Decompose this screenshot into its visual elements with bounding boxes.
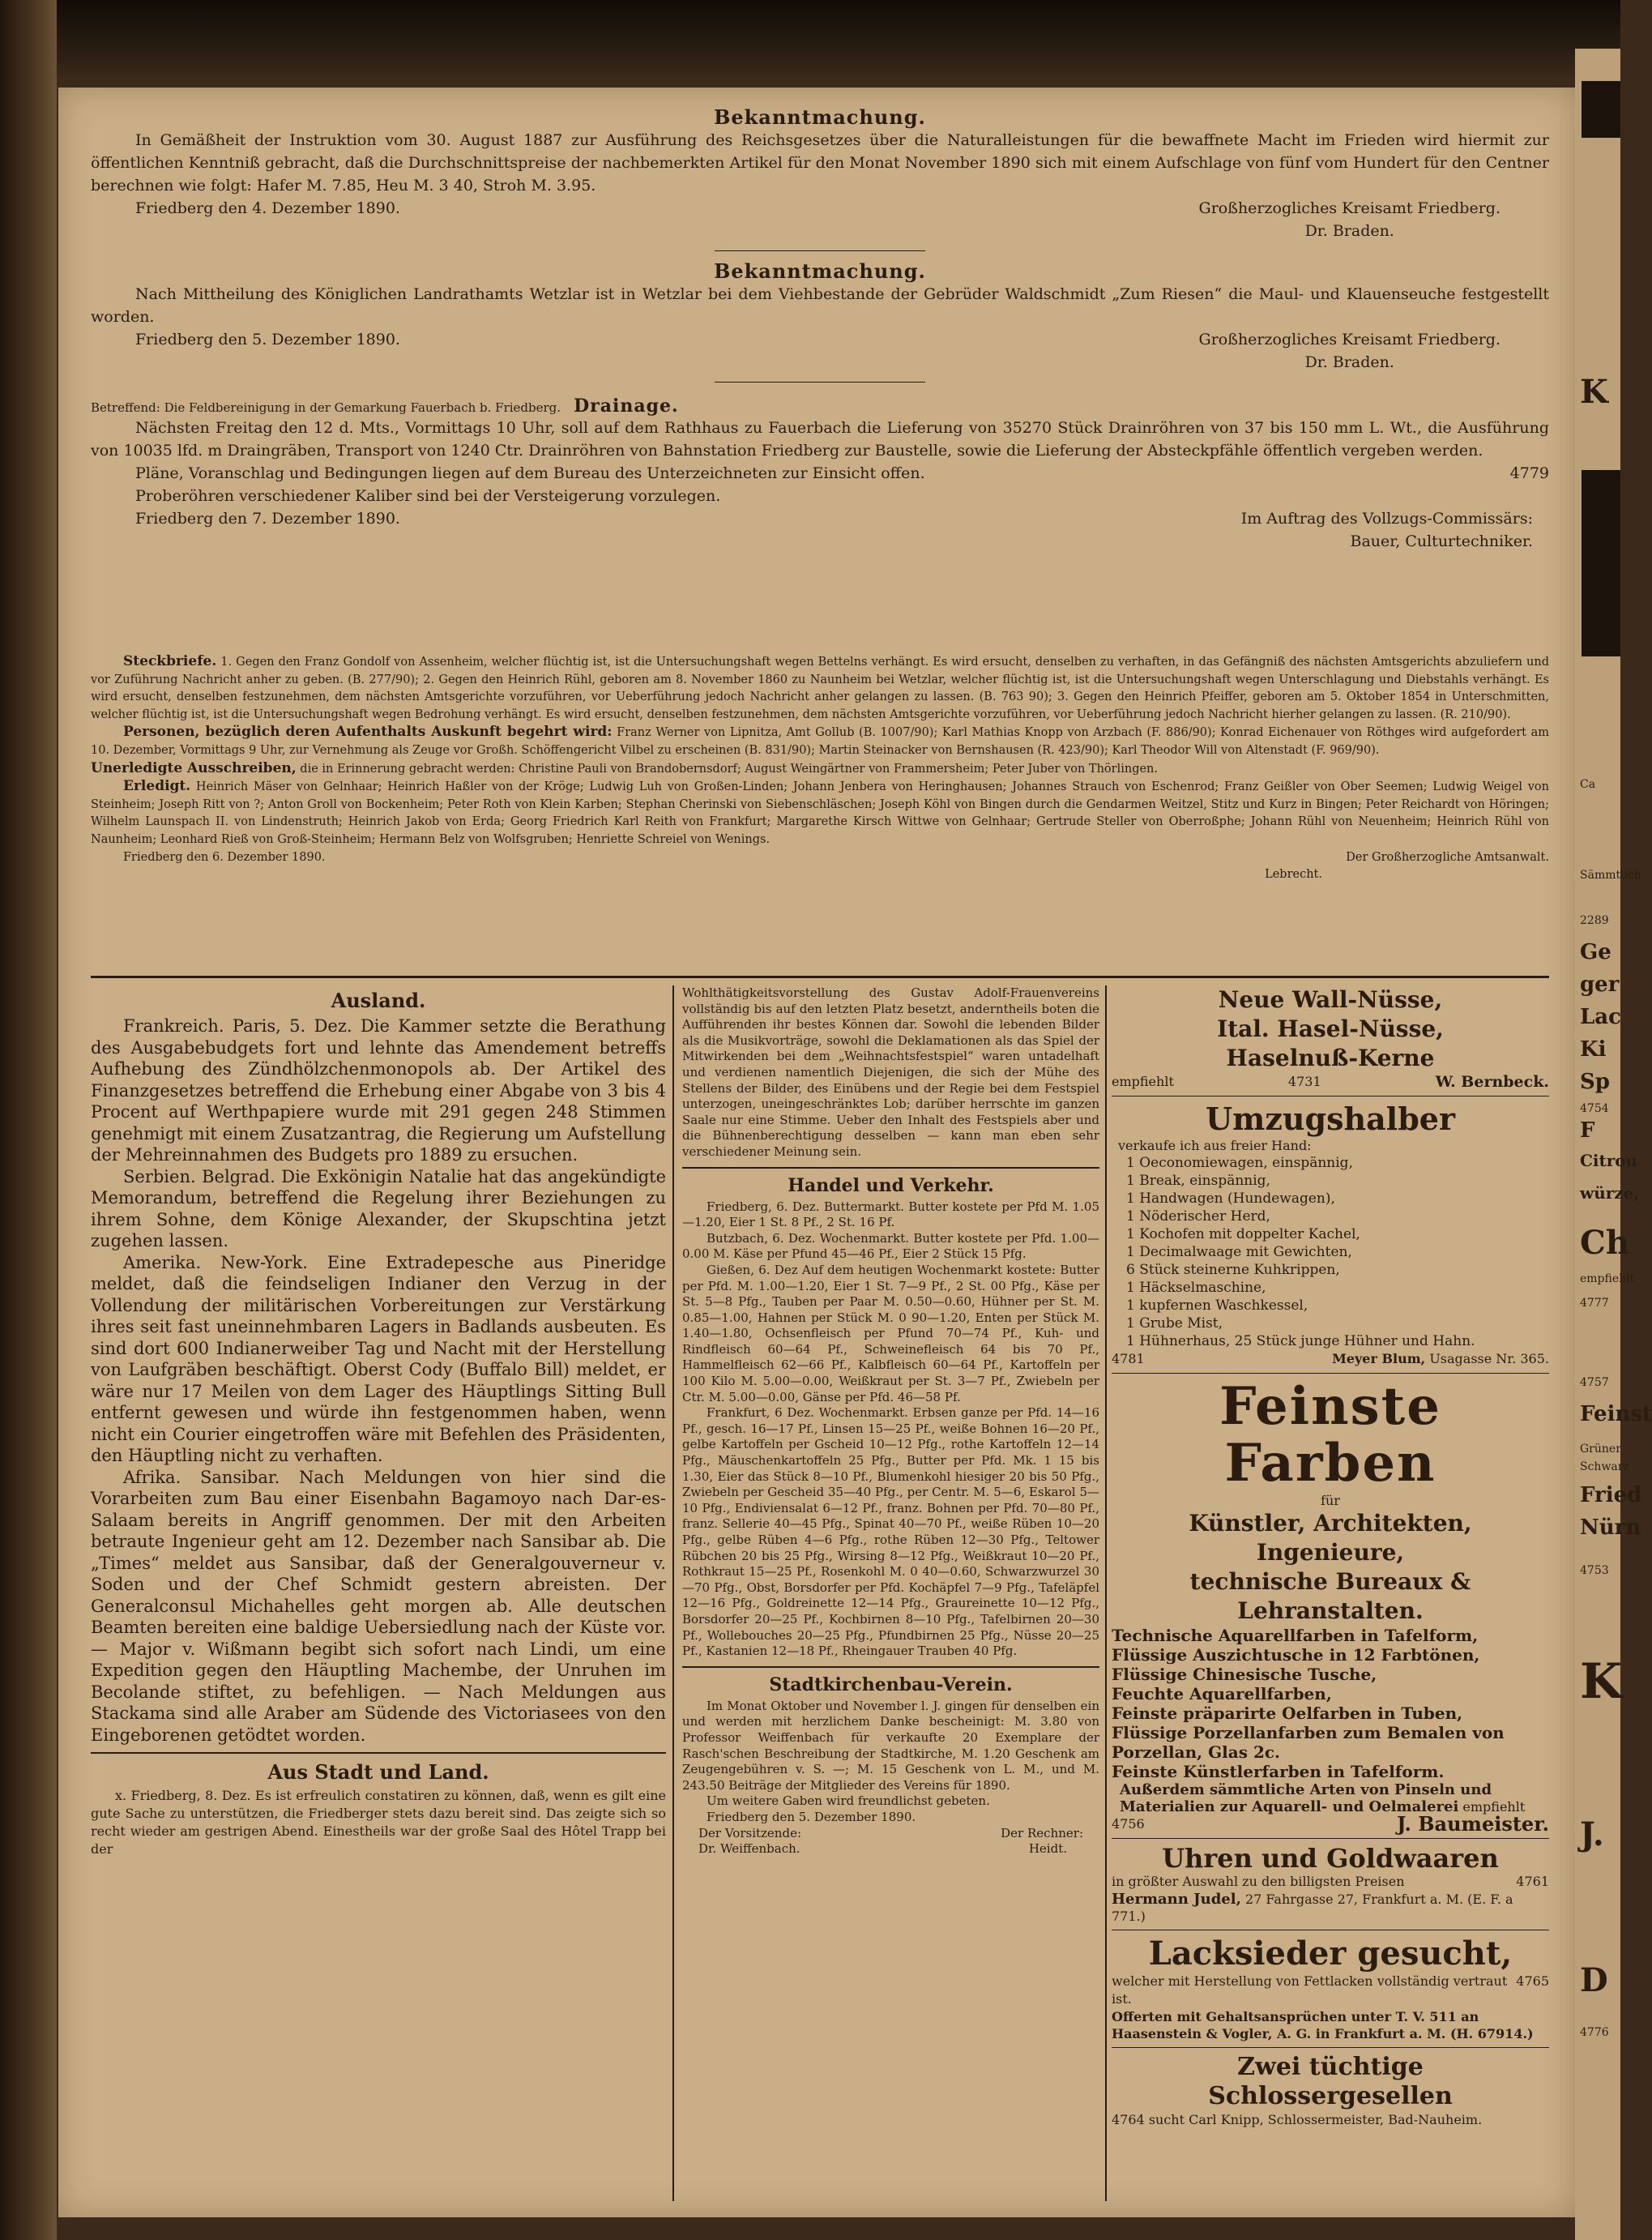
right-page-text: Ca (1580, 778, 1596, 791)
market-report: Butzbach, 6. Dez. Wochenmarkt. Butter kostete per Pfd. 1.00—0.00 M. Käse per Pfund 45—46 Pf., Eier 2 Stück 15 Pfg. (682, 1230, 1099, 1262)
handel-title: Handel und Verkehr. (788, 1174, 994, 1196)
ad-colors-for: für (1321, 1493, 1340, 1508)
list-item: 1 Decimalwaage mit Gewichten, (1126, 1244, 1352, 1260)
right-page-text: würze, (1580, 1183, 1640, 1203)
ad-nuts (1112, 985, 1549, 1091)
divider (715, 382, 925, 383)
black-bar (1582, 81, 1620, 138)
ad-colors-product: Flüssige Chinesische Tusche, (1112, 1665, 1377, 1684)
ad-colors-product: Technische Aquarellfarben in Tafelform, (1112, 1626, 1479, 1645)
notice-1-signer: Dr. Braden. (1304, 222, 1394, 240)
notice-3-date: Friedberg den 7. Dezember 1890. (135, 510, 400, 528)
divider (1112, 1838, 1549, 1839)
steckbriefe-date: Friedberg den 6. Dezember 1890. (123, 850, 326, 864)
notice-3-number: 4779 (1509, 464, 1549, 482)
ad-watches-merchant: Hermann Judel, (1112, 1891, 1241, 1908)
ad-colors-headline: technische Bureaux & Lehranstalten. (1189, 1568, 1471, 1624)
persons-label: Personen, bezüglich deren Aufenthalts Auskunft begehrt wird: (123, 724, 613, 741)
ad-colors-product: Flüssige Auszichtusche in 12 Farbtönen, (1112, 1645, 1480, 1665)
right-page-text: Ch (1580, 1224, 1629, 1262)
unerledigte-text: die in Erinnerung gebracht werden: Christine Pauli von Brandobernsdorf; August Weingärtner von Frammersheim; Peter Juber von Thörlingen. (300, 762, 1159, 776)
steckbriefe-authority: Der Großherzogliche Amtsanwalt. (1346, 850, 1549, 864)
persons-text: Franz Werner von Lipnitza, Amt Gollub (B. 1007/90); Karl Mathias Knopp von Arzbach (F. 886/90); Konrad Eichenauer von Röthges wird aufgefordert am 10. Dezember, Vormittags 9 Uhr, zur Vernehmung als Zeuge vor Großh. Schöffengericht Vilbel zu erscheinen (B. 831/90); Martin Steinacker von Bernshausen (R. 423/90); Karl Theodor Will von Altenstadt (F. 969/90). (91, 726, 1549, 757)
black-bar (1582, 470, 1620, 656)
market-report: Friedberg, 6. Dez. Buttermarkt. Butter kostete per Pfd M. 1.05—1.20, Eier 1 St. 8 Pf., 2 St. 16 Pf. (682, 1199, 1099, 1230)
notice-2-signer: Dr. Braden. (1304, 353, 1394, 371)
erledigt-text: Heinrich Mäser von Gelnhaar; Heinrich Haßler von der Kröge; Ludwig Luh von Großen-Linden; Johann Jenbera von Heringhausen; Johannes Strauch von Eschenrod; Franz Geißler von Ober Seemen; Ludwig Weigel von Steinheim; Joseph Ritt von ?; Anton Groll von Bockenheim; Peter Roth von Klein Karben; Stephan Cherinski von Siebenschläschen; Joseph Köhl von Bingen durch die Gendarmen Weitzel, Stitz und Kurz in Bingen; Peter Reichardt von Höringen; Wilhelm Launspach II. von Lindenstruth; Heinrich Jakob von Erda; Georg Friedrich Karl Reith von Frankfurt; Margarethe Kirsch Wittwe von Gelnhaar; Gertrude Steller von Oberroßphe; Johann Rühl von Neuenheim; Heinrich Rühl von Naunheim; Leonhard Rieß von Groß-Steinheim; Hermann Belz von Wolfsgruben; Henriette Schreiel von Wenings. (91, 780, 1550, 846)
right-page-text: 4753 (1580, 1564, 1609, 1577)
ad-varnish-title: Lacksieder gesucht, (1148, 1934, 1513, 1973)
notice-2 (91, 259, 1549, 391)
kirchenbau-more: Um weitere Gaben wird freundlichst gebeten. (706, 1793, 990, 1809)
chair-label: Der Vorsitzende: (698, 1825, 801, 1840)
right-page-text: 2289 (1580, 914, 1609, 927)
ad-colors-title: Feinste Farben (1219, 1376, 1441, 1494)
notice-1-title: Bekanntmachung. (714, 105, 926, 129)
ad-watches-number: 4761 (1516, 1874, 1549, 1889)
col2-intro: Wohlthätigkeitsvorstellung des Gustav Adolf-Frauenvereins vollständig bis auf den letzten Platz besetzt, anderntheils boten die Aufführenden ihr bestes Können dar. Sowohl die lebenden Bilder als die Musikvorträge, sowohl die Deklamationen als das Spiel der Mitwirkenden bei dem „Weihnachtsfestspiel“ waren untadelhaft und verdienen namentlich Diejenigen, die sich der Mühe des Stellens der Bilder, des Einübens und der Regie bei dem Festspiel unterzogen, uneingeschränktes Lob; darüber herrschte im ganzen Saale nur eine Stimme. Ueber den Inhalt des Festspiels aber und die Bühnenberechtigung desselben — kann man eben sehr verschiedener Meinung sein. (682, 985, 1099, 1159)
right-page-text: Nürn (1580, 1515, 1641, 1540)
ad-colors-headline: Künstler, Architekten, Ingenieure, (1189, 1510, 1472, 1566)
binding-left (0, 0, 57, 2240)
column-2 (682, 985, 1099, 1857)
ausland-paragraph: Frankreich. Paris, 5. Dez. Die Kammer setzte die Berathung des Ausgabebudgets fort und lehnte das Amendement betreffs Aufhebung des Zündhölzchenmonopols ab. Der Artikel des Finanzgesetzes betreffend die Erhebung einer Abgabe von 3 bis 4 Procent auf Werthpapiere wurde mit 291 gegen 248 Stimmen genehmigt mit einem Zusatzantrag, die Regierung um Aufstellung der Mehreinnahmen des Budgets pro 1889 zu ersuchen. (91, 1016, 666, 1165)
right-page-text: empfiehlt (1580, 1272, 1635, 1285)
column-1 (91, 985, 666, 1858)
ad-nuts-line: Neue Wall-Nüsse, (1218, 986, 1443, 1013)
ad-colors-product: Feinste präparirte Oelfarben in Tuben, (1112, 1704, 1463, 1723)
newspaper-page (58, 88, 1575, 2217)
kirchenbau-title: Stadtkirchenbau-Verein. (769, 1674, 1013, 1695)
notice-1-authority: Großherzogliches Kreisamt Friedberg. (1198, 199, 1500, 217)
stadt-land-text: x. Friedberg, 8. Dez. Es ist erfreulich constatiren zu können, daß, wenn es gilt eine gute Sache zu unterstützen, die Friedberger stets dazu bereit sind. Das zeigte sich so recht wieder am gestrigen Abend. Einestheils war der große Saal des Hôtel Trapp bei der (91, 1788, 666, 1857)
right-page-text: Ge (1580, 940, 1611, 964)
divider (715, 250, 925, 251)
notice-3-title: Drainage. (574, 395, 679, 417)
erledigt-label: Erledigt. (123, 778, 191, 795)
market-report: Gießen, 6. Dez Auf dem heutigen Wochenmarkt kostete: Butter per Pfd. M. 1.00—1.20, Eier 1 St. 7—9 Pf., 2 St. 00 Pfg., Käse per St. 5—8 Pfg., Tauben per Paar M. 0.50—0.60, Hühner per St. M. 0.85—1.00, Hahnen per Stück M. 0 90—1.20, Enten per Stück M. 1.40—1.80, Ochsenfleisch per Pfund 70—74 Pf., Kuh- und Rindfleisch 60—64 Pf., Schweinefleisch 64 bis 70 Pf., Hammelfleisch 62—66 Pf., Kalbfleisch 60—64 Pf., Kartoffeln per 100 Kilo M. 5.00—0.00, Weißkraut per St. 3—7 Pf., Zwiebeln per Ctr. M. 5.00—0.00, Gänse per Pfd. 46—58 Pf. (682, 1262, 1099, 1404)
ad-varnish (1112, 1935, 1549, 2042)
list-item: 1 Grube Mist, (1126, 1315, 1223, 1332)
right-page-text: 4776 (1580, 2026, 1609, 2039)
right-page-text: Sämmtlich (1580, 869, 1641, 882)
list-item: 1 Kochofen mit doppelter Kachel, (1126, 1226, 1360, 1242)
ad-colors (1112, 1376, 1549, 1836)
list-item: 1 Handwagen (Hundewagen), (1126, 1191, 1335, 1207)
steckbriefe-text: 1. Gegen den Franz Gondolf von Assenheim, welcher flüchtig ist, ist die Untersuchungshaft wegen Bettelns verhängt. Es wird ersucht, denselben zu verhaften, in das Gefängniß des nächsten Amtsgerichts abzuliefern und vor Zuführung Nachricht anher zu geben. (B. 277/90); 2. Gegen den Heinrich Rühl, geboren am 8. November 1860 zu Naunheim bei Wetzlar, welcher flüchtig ist, ist die Untersuchungshaft wegen Unterschlagung und Diebstahls verhängt. Es wird ersucht, denselben festzunehmen, dem nächsten Amtsgerichte vorzuführen, vor Ueberführung jedoch Nachricht anher gelangen zu lassen. (B. 763 90); 3. Gegen den Heinrich Pfeiffer, geboren am 5. Oktober 1854 in Unterschmitten, welcher flüchtig ist, ist die Untersuchungshaft wegen Bedrohung verhängt. Es wird ersucht, denselben festzunehmen, dem nächsten Amtsgerichte vorzuführen, vor Ueberführung jedoch Nachricht hierher gelangen zu lassen. (R. 210/90). (91, 656, 1550, 721)
ad-colors-number: 4756 (1112, 1816, 1145, 1832)
right-page-text: K (1580, 1653, 1623, 1710)
notice-1 (91, 105, 1549, 259)
right-page-text: F (1580, 1118, 1595, 1143)
stadt-land-title: Aus Stadt und Land. (267, 1760, 489, 1784)
divider (682, 1666, 1099, 1668)
ausland-paragraph: Serbien. Belgrad. Die Exkönigin Natalie hat das angekündigte Memorandum, betreffend die Regelung ihrer Beziehungen zu ihrem Sohne, dem Könige Alexander, der Skupschtina jetzt zugehen lassen. (91, 1166, 666, 1250)
right-page-text: Grüner (1580, 1443, 1621, 1456)
unerledigte-label: Unerledigte Ausschreiben, (91, 759, 297, 776)
ad-moving (1112, 1101, 1549, 1368)
ad-colors-product: Flüssige Porzellanfarben zum Bemalen von Porzellan, Glas 2c. (1112, 1723, 1505, 1762)
ad-watches (1112, 1844, 1549, 1925)
ad-colors-merchant: J. Baumeister. (1397, 1812, 1549, 1836)
right-page-text: Feinst (1580, 1402, 1652, 1426)
list-item: 6 Stück steinerne Kuhkrippen, (1126, 1262, 1340, 1278)
divider (1112, 1373, 1549, 1374)
treasurer-label: Der Rechner: (1001, 1825, 1083, 1840)
main-divider (91, 976, 1549, 978)
notice-1-date: Friedberg den 4. Dezember 1890. (135, 199, 400, 217)
ad-locksmith-number: 4764 (1112, 2112, 1145, 2127)
column-rule (1105, 985, 1107, 2201)
steckbriefe-block (91, 653, 1549, 884)
list-item: 1 Oeconomiewagen, einspännig, (1126, 1155, 1353, 1171)
ad-locksmith-title: Zwei tüchtige Schlossergesellen (1208, 2053, 1453, 2110)
right-page-text: Fried (1580, 1483, 1642, 1507)
ad-nuts-number: 4731 (1287, 1074, 1321, 1089)
kirchenbau-text: Im Monat Oktober und November l. J. gingen für denselben ein und werden mit herzlichem Danke bescheinigt: M. 3.80 von Professor Weiffenbach für verkaufte 20 Exemplare der Rasch'schen Beschreibung der Stadtkirche, M. 1.20 Geschenk am Zeugengebühren v. S. —; M. 15 Geschenk von L. M., und M. 243.50 Beiträge der Mitglieder des Vereins für 1890. (682, 1698, 1099, 1793)
market-report: Frankfurt, 6 Dez. Wochenmarkt. Erbsen ganze per Pfd. 14—16 Pf., gesch. 16—17 Pf., Linsen 15—25 Pf., weiße Bohnen 16—20 Pf., gelbe Kartoffeln per Gscheid 10—12 Pfg., rothe Kartoffeln 12—14 Pfg., Mäuschenkartoffeln 25 Pfg., Butter per Pfd. Mk. 1 15 bis 1.30, Eier das Stück 8—10 Pf., Blumenkohl hiesiger 20 bis 50 Pfg., Zwiebeln per Gescheid 35—40 Pfg., per Centr. M. 5—6, Eskarol 5—10 Pfg., Endiviensalat 6—12 Pf., franz. Bohnen per Pfd. 70—80 Pf., franz. Sellerie 40—45 Pfg., Spinat 40—70 Pf., weiße Rüben 10—20 Pfg., gelbe Rüben 4—6 Pfg., rothe Rüben 12—30 Pfg., Teltower Rübchen 20 bis 25 Pfg., Wirsing 8—12 Pfg., Weißkraut 10—20 Pf., Rothkraut 15—25 Pf., Rosenkohl M. 0 40—0.60, Schwarzwurzel 30—70 Pfg., Obst, Borsdorfer per Pfd. Kochäpfel 7—9 Pfg., Tafeläpfel 12—16 Pfg., Goldreinette 12—14 Pfg., Graureinette 10—12 Pfg., Borsdorfer 20—25 Pf., Kochbirnen 8—10 Pfg., Tafelbirnen 20—30 Pf., Wollebouches 20—25 Pfg., Pfundbirnen 25 Pfg., Nüsse 20—25 Pf., Kastanien 12—18 Pf., Rheingauer Trauben 40 Pfg. (682, 1405, 1099, 1659)
ad-nuts-line: Ital. Hasel-Nüsse, (1217, 1015, 1444, 1042)
ad-locksmith-text: sucht Carl Knipp, Schlossermeister, Bad-Nauheim. (1148, 2112, 1483, 2127)
notice-3 (91, 395, 1549, 553)
ad-colors-product: Feuchte Aquarellfarben, (1112, 1684, 1332, 1704)
ad-varnish-ref: (H. 67914.) (1449, 2026, 1534, 2041)
ad-moving-merchant: Meyer Blum, (1332, 1351, 1426, 1366)
notice-2-title: Bekanntmachung. (714, 259, 926, 283)
notice-3-subject: Betreffend: Die Feldbereinigung in der Gemarkung Fauerbach b. Friedberg. (91, 400, 561, 415)
right-page-text: Ki (1580, 1037, 1607, 1062)
ausland-title: Ausland. (331, 989, 426, 1012)
ad-moving-address: Usagasse Nr. 365. (1429, 1351, 1549, 1366)
steckbriefe-label: Steckbriefe. (123, 653, 217, 669)
notice-2-body: Nach Mittheilung des Königlichen Landrathamts Wetzlar ist in Wetzlar bei dem Viehbestande der Gebrüder Waldschmidt „Zum Riesen“ die Maul- und Klauenseuche festgestellt worden. (91, 285, 1549, 326)
chair-name: Dr. Weiffenbach. (698, 1841, 800, 1857)
ausland-paragraph: Amerika. New-York. Eine Extradepesche aus Pineridge meldet, daß die feindseligen Indianer den Verzug in der Vollendung der militärischen Vorbereitungen zur Verstärkung ihres seit fast uneinnehmbaren Lagers in Badlands ausbeuten. Es sind dort 600 Indianerweiber Tag und Nacht mit der Herstellung von Laufgräben beschäftigt. Oberst Cody (Buffalo Bill) meldet, er wäre nur 17 Meilen von dem Lager des Häuptlings Sitting Bull entfernt gewesen und würde ihn festgenommen haben, wenn nicht ein Courier eingetroffen wäre mit Befehlen des Präsidenten, den Häuptling nicht zu verhaften. (91, 1252, 666, 1465)
right-page-text: Citrou (1580, 1151, 1638, 1170)
notice-2-date: Friedberg den 5. Dezember 1890. (135, 331, 400, 348)
column-3-ads (1112, 985, 1549, 2128)
notice-3-mandate: Im Auftrag des Vollzugs-Commissärs: (1240, 510, 1533, 528)
right-page-text: Schwarz (1580, 1460, 1629, 1473)
notice-3-body-1: Nächsten Freitag den 12 d. Mts., Vormittags 10 Uhr, soll auf dem Rathhaus zu Fauerbach die Lieferung von 35270 Stück Drainröhren von 37 bis 150 mm L. Wt., die Ausführung von 10035 lfd. m Draingräben, Transport von 1240 Ctr. Drainröhren von Bahnstation Friedberg zur Baustelle, sowie die Lieferung der Absteckpfähle öffentlich vergeben werden. (91, 419, 1549, 460)
ad-colors-extra: Außerdem sämmtliche Arten von Pinseln und Materialien zur Aquarell- und Oelmalerei (1120, 1781, 1492, 1815)
ad-moving-intro: verkaufe ich aus freier Hand: (1118, 1138, 1312, 1153)
ad-nuts-merchant: W. Bernbeck. (1435, 1073, 1549, 1091)
binding-top (0, 0, 1620, 81)
ausland-paragraph: Afrika. Sansibar. Nach Meldungen von hier sind die Vorarbeiten zum Bau einer Eisenbahn Bagamoyo nach Dar-es-Salaam bereits in Angriff genommen. Der mit den Arbeiten betraute Ingenieur geht am 12. Dezember nach Sansibar ab. Die „Times“ meldet aus Sansibar, daß der Generalgouverneur v. Soden und der Chef Schmidt gestern abreisten. Der Generalconsul Michahelles geht morgen ab. Alle deutschen Beamten bereiten eine baldige Uebersiedlung nach der Küste vor. — Major v. Wißmann begibt sich sofort nach Lindi, um eine Expedition gegen den Häuptling Machembe, der Unruhen im Becolande stiftet, zu befehligen. — Nach Meldungen aus Stackama sind alle Araber am Südende des Victoriasees von den Eingeborenen getödtet worden. (91, 1467, 666, 1745)
right-page-text: 4757 (1580, 1376, 1609, 1389)
notice-2-authority: Großherzogliches Kreisamt Friedberg. (1198, 331, 1500, 348)
ad-watches-ref: (E. F. a 771.) (1112, 1892, 1513, 1924)
ad-moving-title: Umzugshalber (1206, 1101, 1455, 1137)
right-page-text: Sp (1580, 1070, 1610, 1094)
right-page-text: Lac (1580, 1005, 1621, 1029)
ad-varnish-text: welcher mit Herstellung von Fettlacken vollständig vertraut ist. (1112, 1973, 1508, 2007)
ad-nuts-recommends: empfiehlt (1112, 1074, 1174, 1089)
notice-3-body-3: Proberöhren verschiedener Kaliber sind bei der Versteigerung vorzulegen. (135, 487, 721, 505)
right-page-text: D (1580, 1961, 1608, 1999)
ad-watches-title: Uhren und Goldwaaren (1162, 1843, 1499, 1874)
right-page-text: J. (1580, 1815, 1604, 1853)
notice-3-body-2: Pläne, Voranschlag und Bedingungen liegen auf dem Bureau des Unterzeichneten zur Einsicht offen. (135, 464, 925, 482)
ad-colors-recommends: empfiehlt (1462, 1799, 1526, 1815)
divider (91, 1752, 666, 1754)
notice-1-body: In Gemäßheit der Instruktion vom 30. August 1887 zur Ausführung des Reichsgesetzes über die Naturalleistungen für die bewaffnete Macht im Frieden wird hiermit zur öffentlichen Kenntniß gebracht, daß die Durchschnittspreise der nachbemerkten Artikel für den Monat November 1890 sich mit einem Aufschlage von fünf vom Hundert für den Centner berechnen wie folgt: Hafer M. 7.85, Heu M. 3 40, Stroh M. 3.95. (91, 131, 1549, 195)
ad-varnish-offer: Offerten mit Gehaltsansprüchen unter T. V. 511 an Haasenstein & Vogler, A. G. in Frankfurt a. M. (1112, 2009, 1479, 2041)
right-page-text: K (1580, 373, 1608, 411)
divider (1112, 2047, 1549, 2048)
list-item: 1 Hühnerhaus, 25 Stück junge Hühner und Hahn. (1126, 1333, 1475, 1349)
ad-watches-address: 27 Fahrgasse 27, Frankfurt a. M. (1244, 1892, 1464, 1907)
divider (682, 1167, 1099, 1169)
ad-locksmith (1112, 2053, 1549, 2128)
column-rule (672, 985, 674, 2201)
right-page-text: 4754 (1580, 1102, 1609, 1115)
ad-moving-number: 4781 (1112, 1351, 1145, 1366)
right-page-text: ger (1580, 973, 1620, 997)
ad-colors-product: Feinste Künstlerfarben in Tafelform. (1112, 1762, 1445, 1781)
kirchenbau-date: Friedberg den 5. Dezember 1890. (706, 1809, 916, 1824)
list-item: 1 Break, einspännig, (1126, 1173, 1270, 1189)
list-item: 1 kupfernen Waschkessel, (1126, 1297, 1308, 1314)
ad-nuts-line: Haselnuß-Kerne (1226, 1045, 1435, 1071)
treasurer-name: Heidt. (1028, 1841, 1067, 1857)
list-item: 1 Nöderischer Herd, (1126, 1208, 1270, 1225)
right-page-text: 4777 (1580, 1297, 1609, 1310)
ad-varnish-number: 4765 (1516, 1973, 1549, 1989)
adjacent-page-edge (1575, 49, 1652, 2240)
steckbriefe-signer: Lebrecht. (1265, 868, 1322, 882)
ad-watches-text: in größter Auswahl zu den billigsten Preisen (1112, 1874, 1405, 1889)
list-item: 1 Häckselmaschine, (1126, 1280, 1266, 1296)
notice-3-signer: Bauer, Culturtechniker. (1350, 532, 1533, 550)
